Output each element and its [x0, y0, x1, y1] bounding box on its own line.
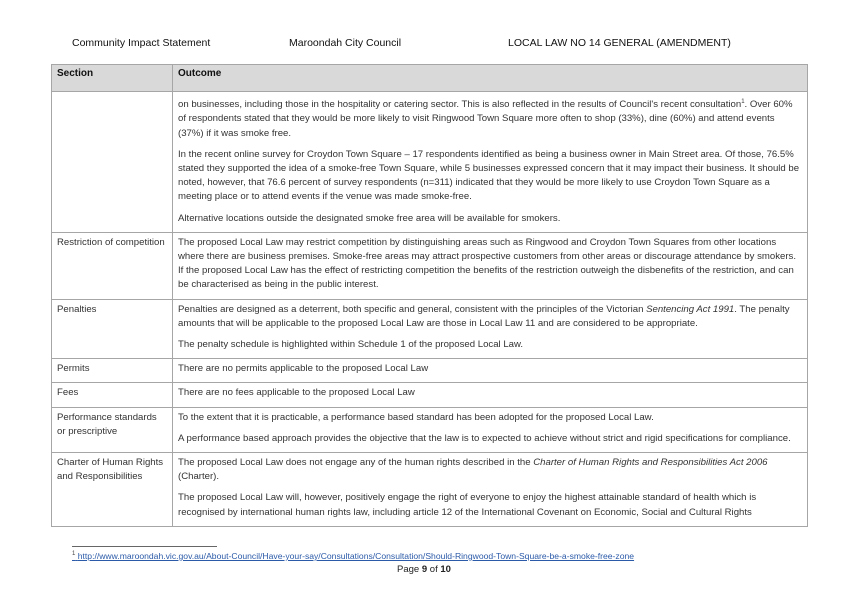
outcome-paragraph: The proposed Local Law does not engage any of the human rights described in the Charter of Human Rights and Responsibilities Act 2006 (Charter).: [178, 457, 768, 483]
footnote: [72, 551, 634, 561]
table-row: [52, 407, 808, 452]
table-header-row: [52, 65, 808, 92]
col-header-section: Section: [52, 65, 173, 92]
header-right: LOCAL LAW NO 14 GENERAL (AMENDMENT): [508, 37, 731, 49]
page-current: 9: [421, 564, 428, 575]
page-of: of: [429, 564, 438, 575]
table-row: [52, 92, 808, 233]
footnote-marker: 1: [72, 551, 76, 558]
outcome-paragraph: In the recent online survey for Croydon Town Square – 17 respondents identified as being a business owner in Main Street area. Of those, 76.5% stated they supported the idea of a smoke-free Town Square, while 5 businesses expressed concern that it may impact their business. It should be noted, however, that 76.6 percent of survey respondents (n=311) indicated that they would be more likely to use Croydon Town Square as a meeting place or to attend events if the venue was made smoke-free.: [178, 148, 800, 203]
header-center: Maroondah City Council: [289, 37, 402, 49]
table-row: [52, 299, 808, 359]
page-label: Page: [397, 564, 420, 575]
row-section: Permits: [52, 359, 173, 383]
row-section: Penalties: [52, 299, 173, 359]
table-row: [52, 232, 808, 299]
outcome-paragraph: Alternative locations outside the designated smoke free area will be available for smokers.: [178, 212, 561, 224]
outcome-paragraph: A performance based approach provides the objective that the law is to expected to achieve without strict and rigid specifications for compliance.: [178, 432, 791, 444]
row-section: Charter of Human Rights and Responsibilities: [52, 453, 173, 527]
outcome-paragraph: The proposed Local Law may restrict competition by distinguishing areas such as Ringwood and Croydon Town Squares from other locations where there are business premises. Smoke-free areas may attract prospective customers from other areas or discourage attendance by smokers. If the proposed Local Law has the effect of restricting competition the benefits of the restriction outweigh the disbenefits of the restriction, and can be characterised as being in the public interest.: [178, 236, 797, 291]
footnote-separator: [72, 546, 217, 547]
outcome-paragraph: There are no permits applicable to the proposed Local Law: [178, 363, 429, 375]
row-section: Fees: [52, 383, 173, 407]
row-section: Restriction of competition: [52, 232, 173, 299]
row-outcome: [173, 383, 808, 407]
row-outcome: [173, 453, 808, 527]
row-outcome: [173, 407, 808, 452]
outcome-table: [51, 64, 808, 527]
page-number: [0, 564, 848, 575]
row-outcome: [173, 232, 808, 299]
outcome-paragraph: Penalties are designed as a deterrent, both specific and general, consistent with the principles of the Victorian Sentencing Act 1991. The penalty amounts that will be applicable to the proposed Local Law are those in Local Law 11 and are considered to be appropriate.: [178, 303, 790, 329]
col-header-outcome: Outcome: [173, 65, 808, 92]
header-left: Community Impact Statement: [72, 37, 211, 49]
row-section: Performance standards or prescriptive: [52, 407, 173, 452]
outcome-paragraph: The proposed Local Law will, however, positively engage the right of everyone to enjoy the highest attainable standard of health which is recognised by international human rights law, including article 12 of the International Covenant on Economic, Social and Cultural Rights: [178, 492, 757, 518]
row-outcome: [173, 299, 808, 359]
row-outcome: [173, 359, 808, 383]
outcome-paragraph: There are no fees applicable to the proposed Local Law: [178, 387, 415, 399]
outcome-paragraph: on businesses, including those in the hospitality or catering sector. This is also reflected in the results of Council's recent consultation$^1$. Over 60% of respondents stated that they would be more likely to visit Ringwood Town Square more often to shop (33%), dine (60%) and attend events (37%) if it was smoke free.: [178, 99, 793, 139]
page-total: 10: [440, 564, 451, 575]
outcome-paragraph: The penalty schedule is highlighted within Schedule 1 of the proposed Local Law.: [178, 339, 524, 351]
outcome-paragraph: To the extent that it is practicable, a performance based standard has been adopted for the proposed Local Law.: [178, 411, 654, 423]
table-row: [52, 453, 808, 527]
row-section: [52, 92, 173, 233]
footnote-link[interactable]: http://www.maroondah.vic.gov.au/About-Council/Have-your-say/Consultations/Consultation/Should-Ringwood-Town-Square-be-a-smoke-free-zone: [77, 551, 635, 561]
row-outcome: [173, 92, 808, 233]
table-row: [52, 359, 808, 383]
table-row: [52, 383, 808, 407]
